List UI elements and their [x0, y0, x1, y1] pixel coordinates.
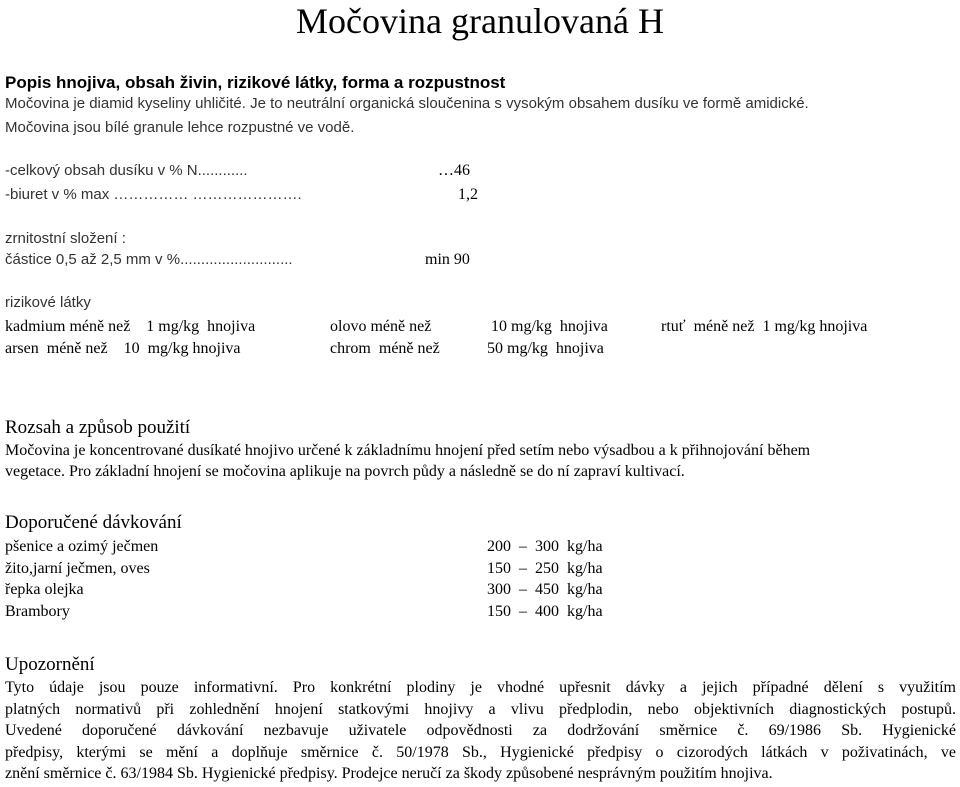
warning-line-2: platných normativů při zohlednění hnojení statkovými hnojivy a vlivu předplodin, nebo objektivních diagnostických postupů.: [5, 701, 956, 718]
dosage-crop: řepka olejka: [5, 581, 84, 598]
dosage-crop: žito,jarní ječmen, oves: [5, 560, 150, 577]
section-heading-description: Popis hnojiva, obsah živin, rizikové látky, forma a rozpustnost: [5, 73, 506, 92]
section-heading-warning: Upozornění: [5, 654, 95, 675]
warning-line-5: znění směrnice č. 63/1984 Sb. Hygienické předpisy. Prodejce neručí za škody způsobené nesprávným použitím hnojiva.: [5, 765, 773, 782]
risk-chromium-value: 50 mg/kg hnojiva: [487, 340, 604, 357]
dosage-value: 150 – 400 kg/ha: [487, 603, 603, 620]
dosage-crop: pšenice a ozimý ječmen: [5, 538, 159, 555]
nitrogen-content-label: -celkový obsah dusíku v % N............: [5, 162, 248, 179]
usage-line-2: vegetace. Pro základní hnojení se močovina aplikuje na povrch půdy a následně se do ní zapraví kultivací.: [5, 463, 685, 480]
document-title: Močovina granulovaná H: [296, 1, 664, 41]
biuret-label: -biuret v % max …………… ………………….: [5, 186, 302, 203]
dosage-crop: Brambory: [5, 603, 70, 620]
particles-label: částice 0,5 až 2,5 mm v %...........................: [5, 251, 293, 268]
particles-value: min 90: [425, 251, 470, 268]
dosage-value: 150 – 250 kg/ha: [487, 560, 603, 577]
description-line-2: Močovina jsou bílé granule lehce rozpustné ve vodě.: [5, 119, 355, 136]
risk-substances-heading: rizikové látky: [5, 294, 91, 311]
description-line-1: Močovina je diamid kyseliny uhličité. Je to neutrální organická sloučenina s vysokým obsahem dusíku ve formě amidické.: [5, 95, 809, 112]
granulometry-label: zrnitostní složení :: [5, 230, 126, 247]
risk-mercury: rtuť méně než 1 mg/kg hnojiva: [661, 318, 868, 335]
risk-chromium-label: chrom méně než: [330, 340, 440, 357]
warning-line-4: předpisy, kterými se mění a doplňuje směrnice č. 50/1978 Sb., Hygienické předpisy o cizorodých látkách v poživatinách, ve: [5, 744, 956, 761]
risk-lead-label: olovo méně než: [330, 318, 432, 335]
section-heading-dosage: Doporučené dávkování: [5, 512, 182, 533]
risk-cadmium: kadmium méně než 1 mg/kg hnojiva: [5, 318, 256, 335]
nitrogen-content-value: …46: [438, 162, 470, 179]
usage-line-1: Močovina je koncentrované dusíkaté hnojivo určené k základnímu hnojení před setím nebo výsadbou a k přihnojování během: [5, 442, 811, 459]
biuret-value: 1,2: [458, 186, 478, 203]
warning-line-3: Uvedené doporučené dávkování nezbavuje uživatele odpovědnosti za dodržování směrnice č. 69/1986 Sb. Hygienické: [5, 722, 956, 739]
warning-line-1: Tyto údaje jsou pouze informativní. Pro konkrétní plodiny je vhodné upřesnit dávky a jejich případné dělení s využitím: [5, 679, 956, 696]
dosage-value: 300 – 450 kg/ha: [487, 581, 603, 598]
risk-lead-value: 10 mg/kg hnojiva: [491, 318, 608, 335]
dosage-value: 200 – 300 kg/ha: [487, 538, 603, 555]
section-heading-usage: Rozsah a způsob použití: [5, 417, 191, 438]
risk-arsenic: arsen méně než 10 mg/kg hnojiva: [5, 340, 241, 357]
